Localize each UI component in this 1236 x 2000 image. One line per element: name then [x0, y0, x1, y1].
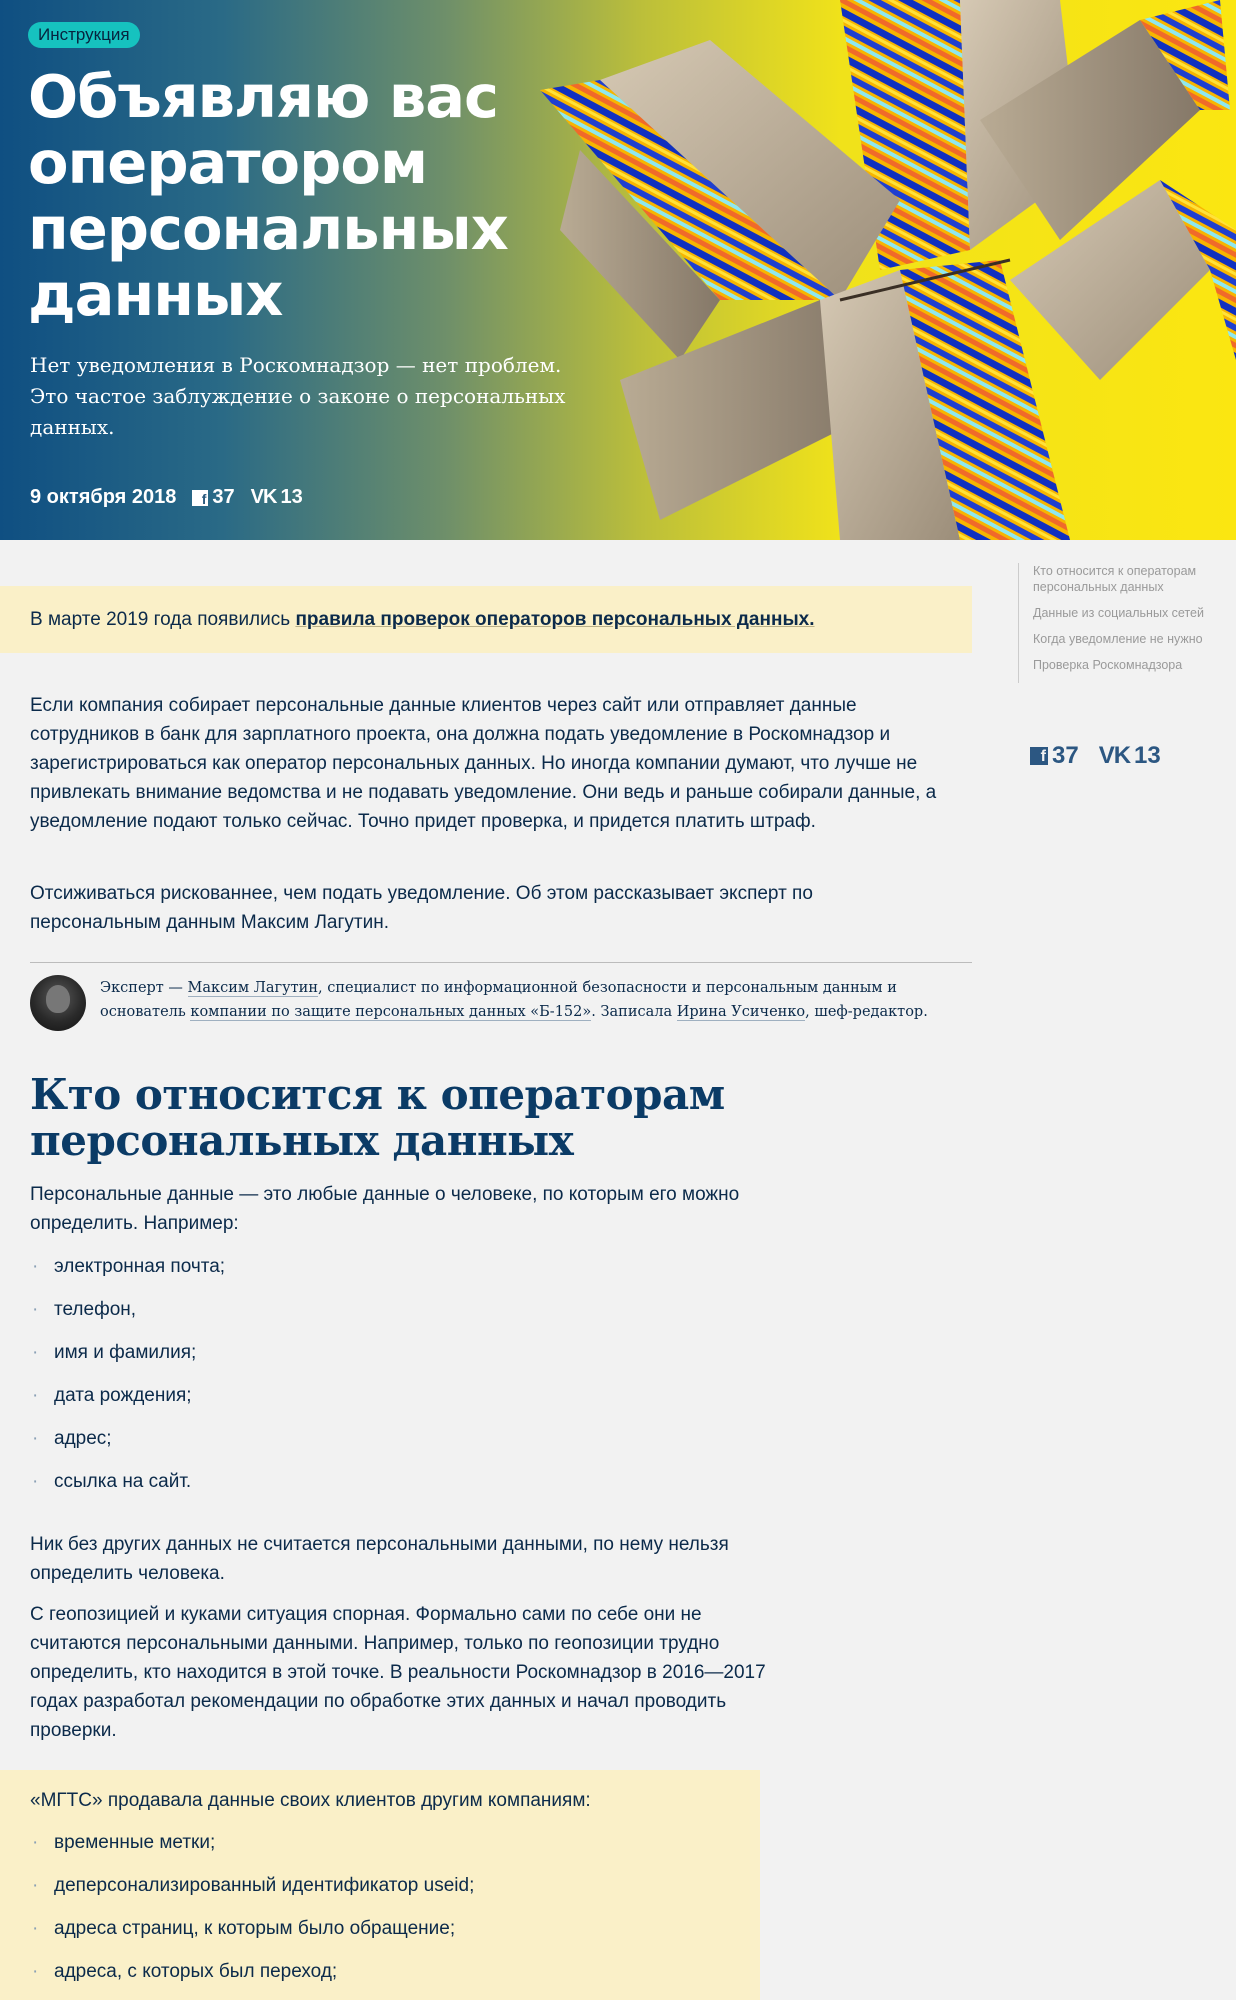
mgts-example-heading: «МГТС» продавала данные своих клиентов другим компаниям:: [30, 1790, 591, 1811]
bullet: ·: [32, 1832, 39, 1853]
list-item: [30, 1467, 750, 1510]
facebook-share-count: 37: [212, 486, 235, 508]
divider: [30, 962, 972, 963]
article-title: Объявляю вас оператором персональных данных: [28, 62, 508, 329]
article-category-tag[interactable]: Инструкция: [28, 22, 140, 48]
toc-item-no-notice[interactable]: Когда уведомление не нужно: [1033, 632, 1203, 646]
author-credit-text: [100, 975, 972, 1024]
article-meta: [30, 486, 303, 509]
nickname-paragraph: Ник без других данных не считается персональными данными, по нему нельзя определить человека.: [30, 1534, 729, 1584]
list-item-text: временные метки;: [54, 1832, 216, 1853]
list-item: [30, 1424, 750, 1467]
personal-data-definition: Персональные данные — это любые данные о человеке, по которым его можно определить. Например:: [30, 1184, 740, 1234]
list-item-text: электронная почта;: [54, 1256, 226, 1277]
mgts-data-list: [30, 1828, 750, 2000]
bullet: ·: [32, 1961, 39, 1982]
list-item-text: дата рождения;: [54, 1385, 192, 1406]
toc-item-social-data[interactable]: Данные из социальных сетей: [1033, 606, 1204, 620]
bullet: ·: [32, 1256, 39, 1277]
update-notice: [0, 586, 972, 653]
intro-paragraph: Если компания собирает персональные данные клиентов через сайт или отправляет данные сотрудников в банк для зарплатного проекта, она должна подать уведомление в Роскомнадзор и зарегистрироваться как оператор персональных данных. Но иногда компании думают, что лучше не привлекать внимание ведомства и не подавать уведомление. Они ведь и раньше собирали данные, а уведомление подают только сейчас. Точно придет проверка, и придется платить штраф.: [30, 695, 937, 832]
bullet: ·: [32, 1428, 39, 1449]
facebook-icon: f: [192, 490, 208, 506]
article-subtitle: Нет уведомления в Роскомнадзор — нет проблем. Это частое заблуждение о законе о персональных данных.: [30, 353, 566, 439]
list-item-text: адреса страниц, к которым было обращение;: [54, 1918, 456, 1939]
list-item: [30, 1381, 750, 1424]
article-hero: [0, 0, 1236, 540]
notice-text: В марте 2019 года появились: [30, 609, 296, 630]
vk-share-button[interactable]: [251, 486, 303, 509]
list-item: [30, 1914, 750, 1957]
bullet: ·: [32, 1918, 39, 1939]
list-item: [30, 1871, 750, 1914]
vk-share-count: 13: [280, 486, 303, 508]
inspection-rules-link[interactable]: правила проверок операторов персональных данных.: [295, 609, 815, 630]
vk-icon: VK: [1098, 742, 1131, 769]
editor-name-link[interactable]: Ирина Усиченко: [676, 1004, 806, 1020]
personal-data-examples: [30, 1252, 750, 1510]
bullet: ·: [32, 1299, 39, 1320]
list-item: [30, 1295, 750, 1338]
list-item-text: имя и фамилия;: [54, 1342, 197, 1363]
expert-avatar: [30, 975, 86, 1031]
facebook-icon: f: [1030, 747, 1048, 765]
toc-item-inspection[interactable]: Проверка Роскомнадзора: [1033, 658, 1183, 672]
toc-item-operators[interactable]: Кто относится к операторам персональных данных: [1033, 564, 1197, 594]
list-item-text: адреса, с которых был переход;: [54, 1961, 338, 1982]
list-item: [30, 1828, 750, 1871]
sidebar-share: [1030, 742, 1161, 770]
sidebar-vk-count: 13: [1134, 742, 1161, 769]
sidebar-facebook-count: 37: [1052, 742, 1079, 769]
mgts-example-box: [0, 1770, 760, 2000]
list-item: [30, 1338, 750, 1381]
sidebar-facebook-share-button[interactable]: [1030, 742, 1079, 770]
list-item-text: телефон,: [54, 1299, 137, 1320]
credit-text-3: . Записала: [591, 1004, 677, 1020]
list-item: [30, 1252, 750, 1295]
expert-intro-paragraph: Отсиживаться рискованнее, чем подать уведомление. Об этом рассказывает эксперт по персональным данным Максим Лагутин.: [30, 883, 813, 933]
bullet: ·: [32, 1471, 39, 1492]
vk-icon: VK: [250, 486, 277, 508]
credit-text-2: , специалист по информационной безопасности и персональным данным и основатель: [100, 980, 897, 1020]
publish-date: 9 октября 2018: [30, 486, 177, 508]
sidebar-vk-share-button[interactable]: [1099, 742, 1161, 770]
facebook-share-button[interactable]: [192, 486, 234, 509]
author-credit: [30, 975, 972, 1031]
list-item: [30, 1957, 750, 2000]
credit-text-1: Эксперт —: [100, 980, 188, 996]
geolocation-paragraph: С геопозицией и куками ситуация спорная. Формально сами по себе они не считаются персональными данными. Например, только по геопозиции трудно определить, кто находится в этой точке. В реальности Роскомнадзор в 2016—2017 годах разработал рекомендации по обработке этих данных и начал проводить проверки.: [30, 1604, 766, 1741]
bullet: ·: [32, 1875, 39, 1896]
list-item-text: деперсонализированный идентификатор useid;: [54, 1875, 475, 1896]
expert-name-link[interactable]: Максим Лагутин: [187, 980, 318, 996]
list-item-text: адрес;: [54, 1428, 112, 1449]
company-link[interactable]: компании по защите персональных данных «Б-152»: [190, 1004, 592, 1020]
list-item-text: ссылка на сайт.: [54, 1471, 192, 1492]
bullet: ·: [32, 1385, 39, 1406]
table-of-contents: [1018, 563, 1218, 683]
bullet: ·: [32, 1342, 39, 1363]
wooden-cross-sculpture-illustration: [540, 0, 1236, 540]
section-heading-operators: Кто относится к операторам персональных данных: [30, 1070, 725, 1165]
credit-text-4: , шеф-редактор.: [805, 1004, 928, 1020]
